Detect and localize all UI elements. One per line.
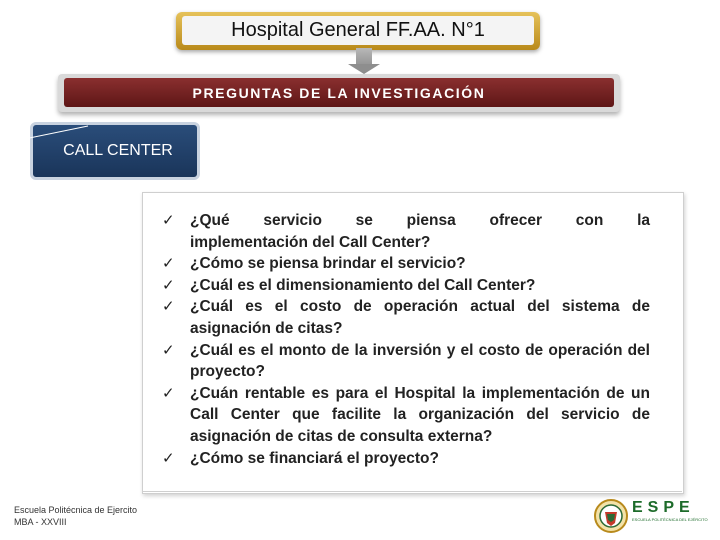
question-text: ¿Cómo se piensa brindar el servicio? xyxy=(190,255,466,273)
checkmark-icon: ✓ xyxy=(162,298,175,316)
tab-accent-line xyxy=(0,124,90,146)
question-text: ¿Cuál es el monto de la inversión y el costo de operación del proyecto? xyxy=(190,341,650,381)
logo-word: ESPE xyxy=(632,499,695,516)
question-text: implementación del Call Center? xyxy=(190,233,431,251)
list-item xyxy=(162,275,650,297)
footer-divider xyxy=(142,491,682,492)
list-item xyxy=(162,340,650,383)
question-text: ¿Qué servicio se piensa ofrecer con la xyxy=(190,212,650,229)
footer-line-2: MBA - XXVIII xyxy=(14,517,67,527)
checkmark-icon: ✓ xyxy=(162,276,175,294)
list-item xyxy=(162,253,650,275)
university-seal-icon xyxy=(594,498,628,534)
logo-subtitle: ESCUELA POLITÉCNICA DEL EJÉRCITO xyxy=(632,517,708,522)
question-text: ¿Cuál es el dimensionamiento del Call Center? xyxy=(190,276,536,294)
espe-logo xyxy=(632,500,712,522)
title-frame xyxy=(176,12,540,50)
section-bar xyxy=(58,74,620,112)
question-text: ¿Cómo se financiará el proyecto? xyxy=(190,449,439,467)
list-item xyxy=(162,448,650,470)
page-title: Hospital General FF.AA. N°1 xyxy=(182,16,534,45)
list-item xyxy=(162,210,650,232)
checkmark-icon: ✓ xyxy=(162,384,175,402)
checkmark-icon: ✓ xyxy=(162,255,175,273)
footer-institution xyxy=(14,504,137,528)
list-item xyxy=(162,232,650,254)
list-item xyxy=(162,296,650,339)
question-text: ¿Cuál es el costo de operación actual del sistema de asignación de citas? xyxy=(190,298,650,337)
checkmark-icon: ✓ xyxy=(162,212,175,229)
down-arrow-icon xyxy=(348,64,380,74)
question-text: ¿Cuán rentable es para el Hospital la implementación de un Call Center que facilite la organización del servicio de asignación de citas de consulta externa? xyxy=(190,384,650,445)
checkmark-icon: ✓ xyxy=(162,449,175,467)
checkmark-icon: ✓ xyxy=(162,341,175,359)
call-center-tab-label: CALL CENTER xyxy=(63,142,173,159)
section-heading: PREGUNTAS DE LA INVESTIGACIÓN xyxy=(64,78,614,107)
list-item xyxy=(162,383,650,448)
footer-line-1: Escuela Politécnica de Ejercito xyxy=(14,505,138,515)
question-list xyxy=(162,210,650,469)
